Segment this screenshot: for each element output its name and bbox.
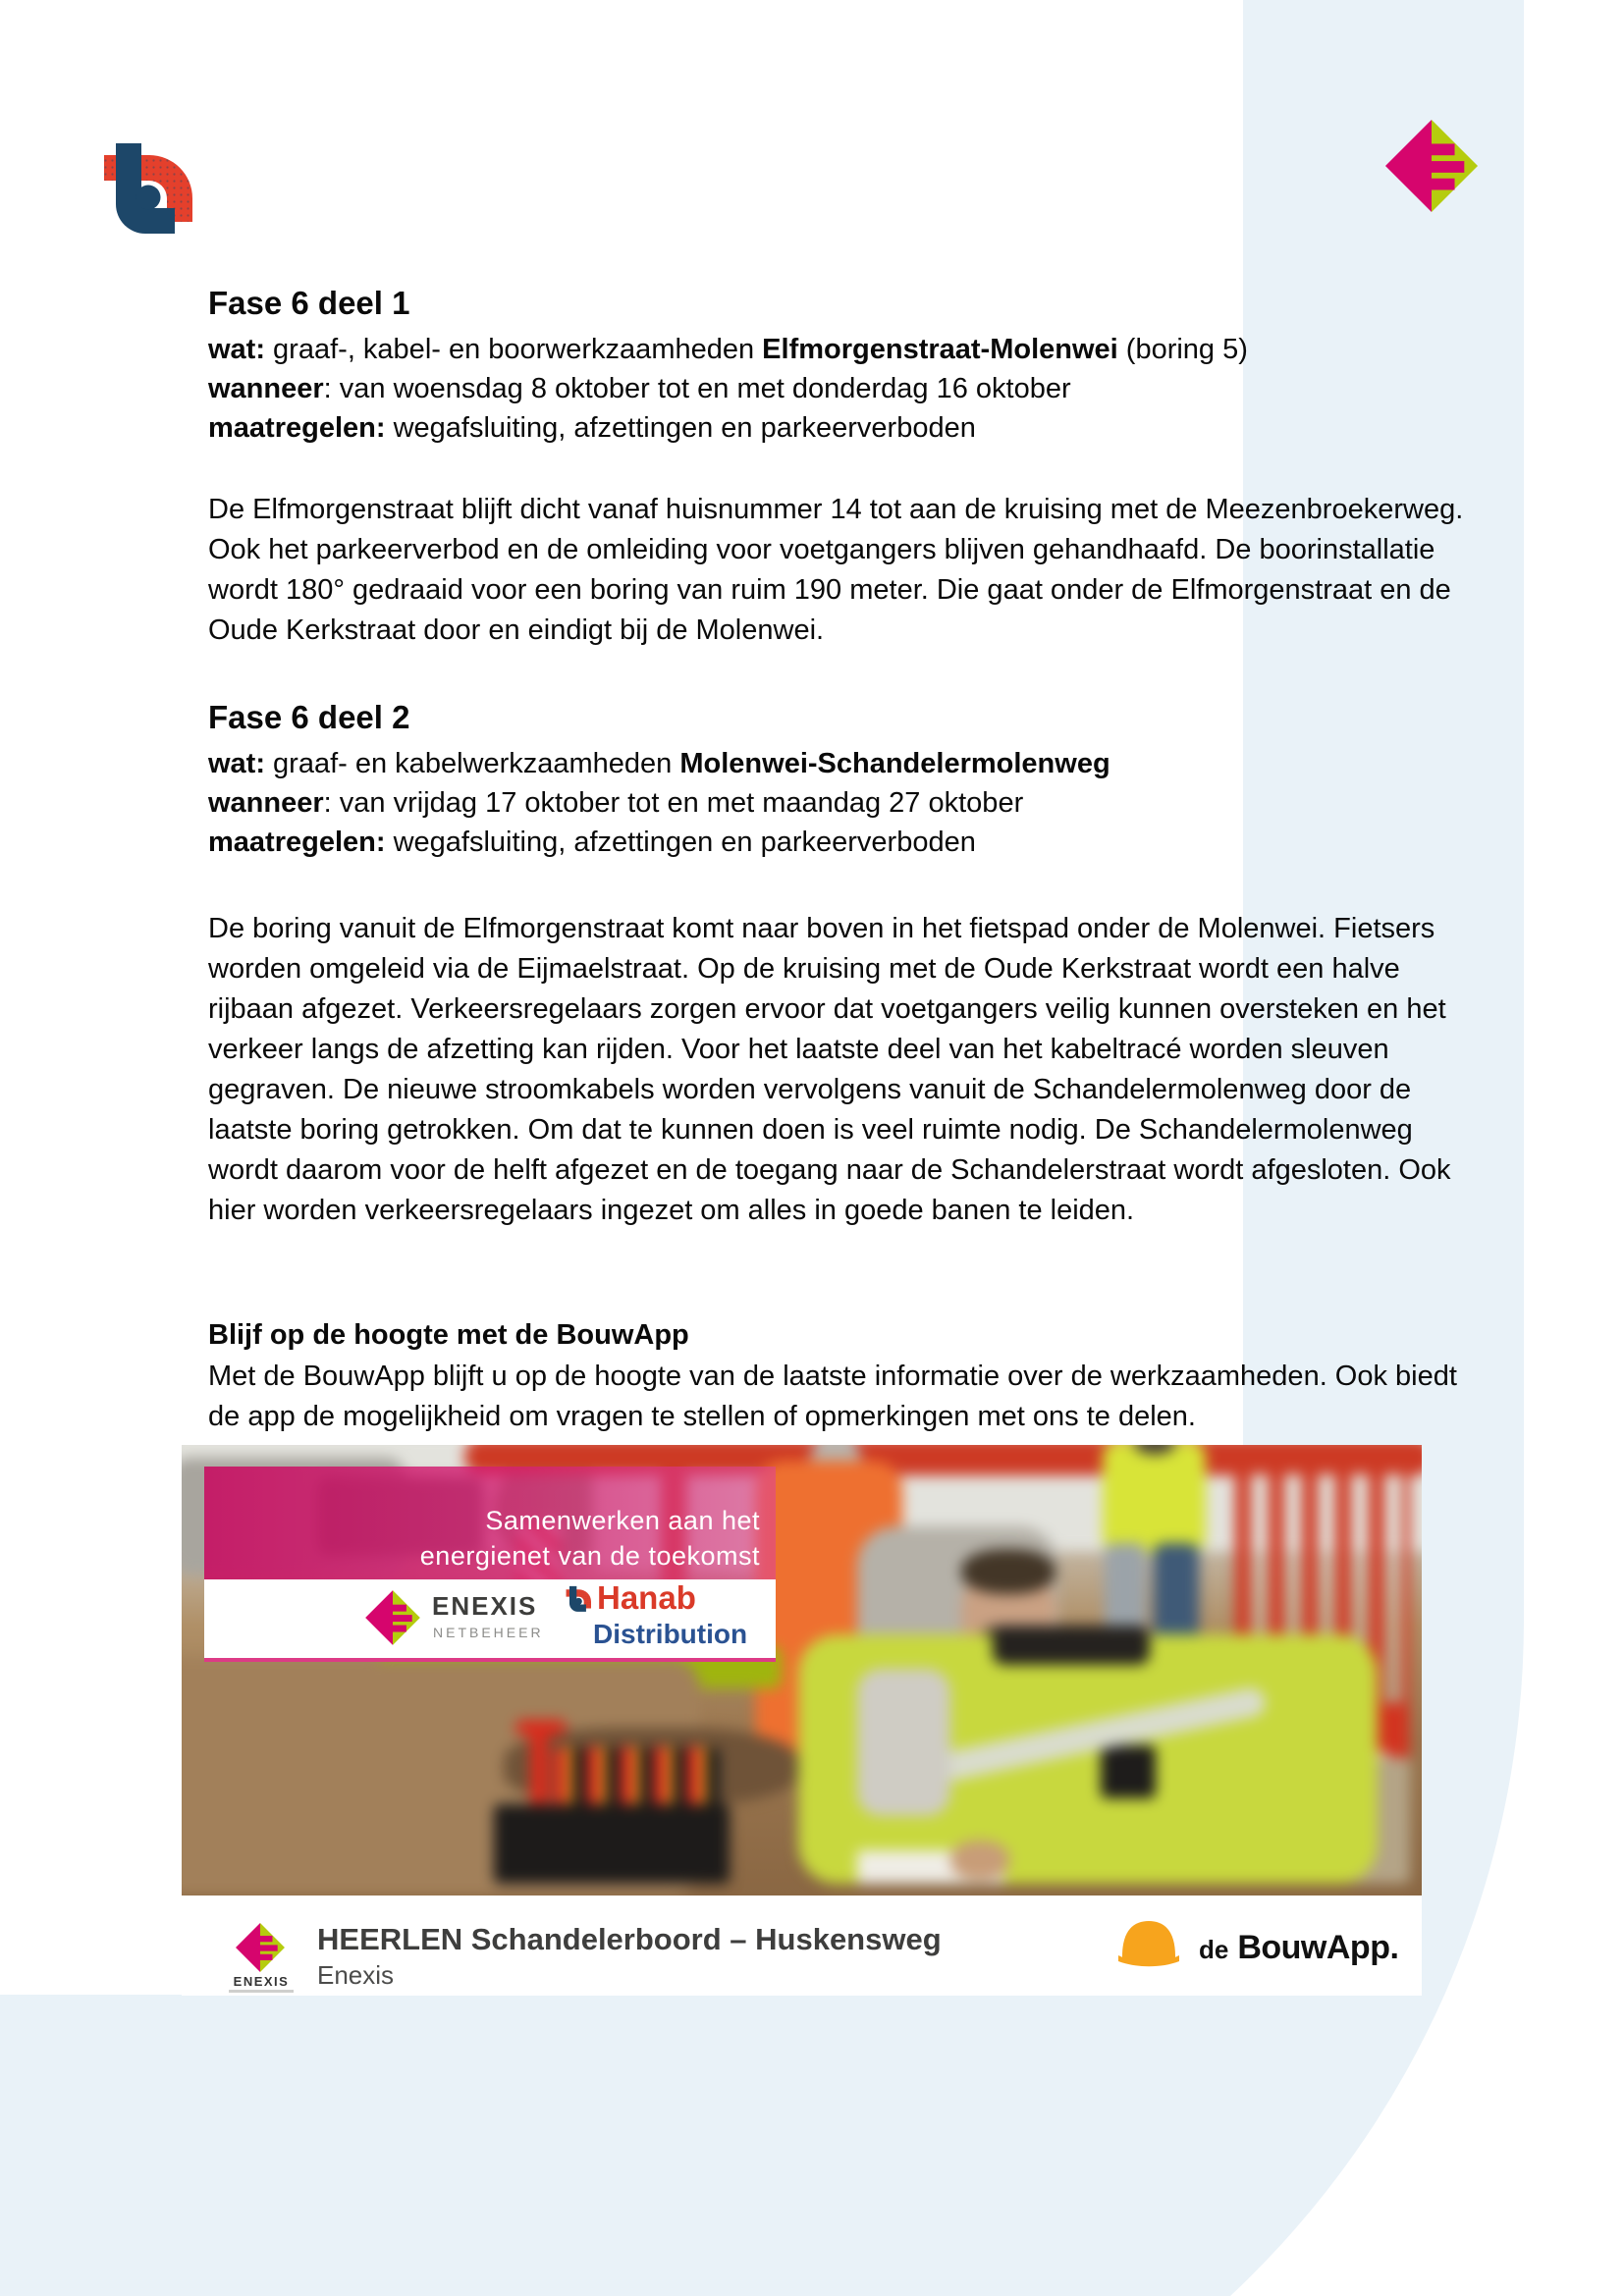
info-line-wanneer: wanneer: van vrijdag 17 oktober tot en met maandag 27 oktober [208,787,1024,819]
section-2-paragraph: De boring vanuit de Elfmorgenstraat komt naar boven in het fietspad onder de Molenwei. Fietsers worden omgeleid via de Eijmaelstraat. Op de kruising met de Oude Kerkstraat wordt een halve rijbaan afgezet. Verkeersregelaars zorgen ervoor dat voetgangers veilig kunnen oversteken en het verkeer langs de afzetting kan rijden. Voor het laatste deel van het kabeltracé worden sleuven gegraven. De nieuwe stroomkabels worden vervolgens vanuit de Schandelermolenweg door de laatste boring getrokken. Om dat te kunnen doen is veel ruimte nodig. De Schandelermolenweg wordt daarom voor de helft afgezet en de toegang naar de Schandelerstraat wordt afgesloten. Ook hier worden verkeersregelaars ingezet om alles in goede banen te leiden. [208,913,1451,1226]
project-title: HEERLEN Schandelerboord – Huskensweg [317,1922,942,1956]
section-1-paragraph: De Elfmorgenstraat blijft dicht vanaf huisnummer 14 tot aan de kruising met de Meezenbroekerweg. Ook het parkeerverbod en de omleiding voor voetgangers blijven gehandhaafd. De boorinstallatie wordt 180° gedraaid voor een boring van ruim 190 meter. Die gaat onder de Elfmorgenstraat en de Oude Kerkstraat door en eindigt bij de Molenwei. [208,494,1464,646]
enexis-diamond-logo-icon [1383,118,1480,214]
enexis-small-logo-icon [235,1922,286,1973]
section-1-info-lines [208,330,1248,448]
banner-line-1: Samenwerken aan het [485,1506,760,1535]
info-line-maatregelen: maatregelen: wegafsluiting, afzettingen en parkeerverboden [208,412,976,444]
section-heading-fase-6-deel-1: Fase 6 deel 1 [208,285,410,321]
section-2-info-lines [208,744,1110,862]
enexis-logo-fineprint [229,1990,294,1993]
enexis-netbeheer-label: NETBEHEER [433,1625,544,1640]
info-line-wat: wat: graaf- en kabelwerkzaamheden Molenwei-Schandelermolenweg [208,748,1110,779]
bouwapp-wordmark [1199,1929,1398,1967]
banner-line-2: energienet van de toekomst [419,1541,760,1571]
bouwapp-wordmark-prefix: de [1199,1935,1229,1964]
bouwapp-paragraph: Met de BouwApp blijft u op de hoogte van de laatste informatie over de werkzaamheden. Ook biedt de app de mogelijkheid om vragen te stellen of opmerkingen met ons te delen. [208,1361,1457,1432]
project-organisation: Enexis [317,1960,395,1990]
info-line-wanneer: wanneer: van woensdag 8 oktober tot en met donderdag 16 oktober [208,373,1071,404]
hanab-distribution-label: Distribution [593,1619,748,1649]
bouwapp-heading: Blijf op de hoogte met de BouwApp [208,1319,689,1351]
hanab-ta-logo-icon [102,143,192,241]
section-heading-fase-6-deel-2: Fase 6 deel 2 [208,699,410,735]
photo-slogan-banner [204,1467,776,1579]
hanab-ta-icon [566,1585,591,1615]
bouwapp-wordmark-name: BouwApp. [1237,1929,1399,1966]
info-line-wat: wat: graaf-, kabel- en boorwerkzaamheden Elfmorgenstraat-Molenwei (boring 5) [208,334,1248,365]
hanab-wordmark: Hanab [597,1579,696,1616]
construction-site-photo [182,1445,1422,1896]
enexis-netbeheer-logo-icon [364,1589,421,1646]
enexis-small-wordmark: ENEXIS [233,1974,290,1989]
enexis-wordmark: ENEXIS [432,1591,538,1621]
bouwapp-helmet-icon [1116,1917,1181,1970]
project-footer-card [182,1896,1422,1996]
info-line-maatregelen: maatregelen: wegafsluiting, afzettingen en parkeerverboden [208,827,976,858]
partner-logo-box [204,1579,776,1662]
